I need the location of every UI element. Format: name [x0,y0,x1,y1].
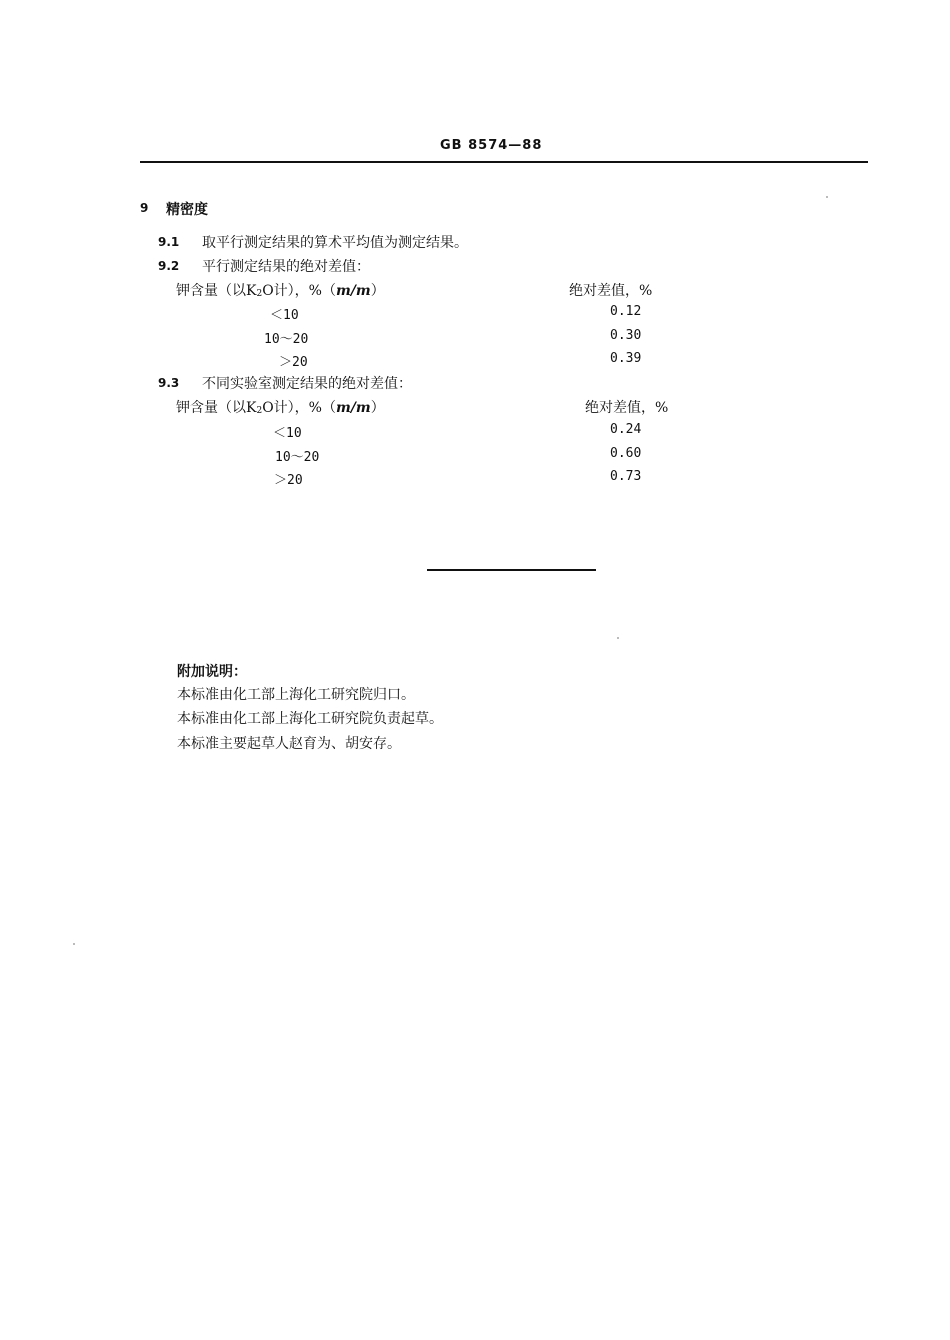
subsection-text: 取平行测定结果的算术平均值为测定结果。 [202,235,468,251]
scan-speck [73,943,75,945]
table-col1-header: 钾含量（以K2O计），%（m/m） [176,400,385,416]
appendix-line: 本标准由化工部上海化工研究院归口。 [177,687,415,703]
table-col1-header: 钾含量（以K2O计），%（m/m） [176,283,385,299]
table-col2-header: 绝对差值，% [585,400,669,416]
section-title: 精密度 [166,202,208,218]
subsection-text: 平行测定结果的绝对差值： [202,259,370,275]
subsection-number: 9.2 [158,259,180,273]
table-cell-range: ＜10 [273,426,302,441]
table-cell-range: ＞20 [279,355,308,370]
subsection-number: 9.1 [158,235,180,249]
subsection-text: 不同实验室测定结果的绝对差值： [202,376,412,392]
table-cell-value: 0.30 [610,328,642,343]
section-number: 9 [140,201,149,215]
table-col2-header: 绝对差值，% [569,283,653,299]
standard-number: GB 8574—88 [440,138,543,153]
table-cell-value: 0.24 [610,422,642,437]
appendix-line: 本标准主要起草人赵育为、胡安存。 [177,736,401,752]
table-cell-value: 0.12 [610,304,642,319]
scan-speck [617,637,619,639]
table-cell-range: ＜10 [270,308,299,323]
scan-speck [826,196,828,198]
table-cell-value: 0.39 [610,351,642,366]
appendix-title: 附加说明： [177,664,247,680]
table-cell-value: 0.60 [610,446,642,461]
table-cell-range: 10～20 [275,450,320,465]
table-cell-value: 0.73 [610,469,642,484]
table-cell-range: ＞20 [274,473,303,488]
subsection-number: 9.3 [158,376,180,390]
end-rule [427,569,596,571]
header-rule [140,161,868,163]
appendix-line: 本标准由化工部上海化工研究院负责起草。 [177,711,443,727]
table-cell-range: 10～20 [264,332,309,347]
